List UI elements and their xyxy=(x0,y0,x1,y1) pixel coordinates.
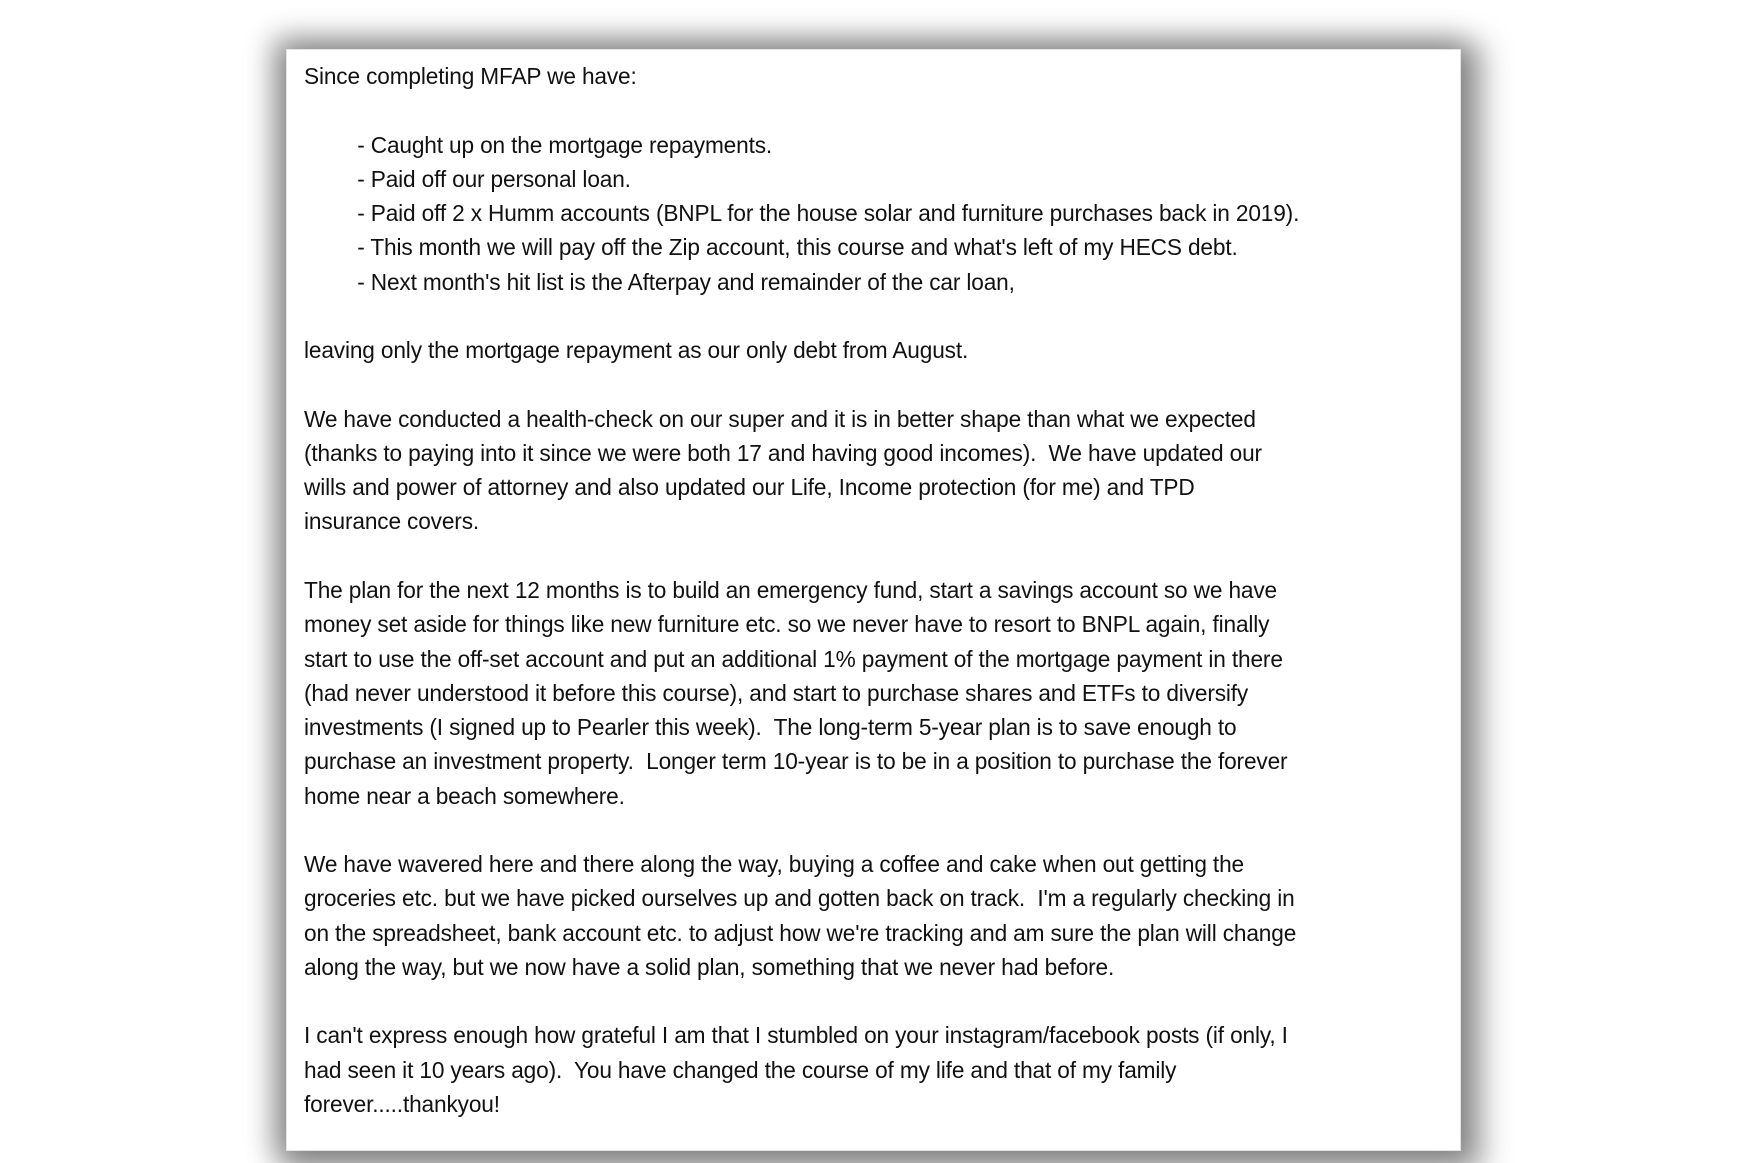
paragraph-line: We have wavered here and there along the way, buying a coffee and cake when out getting the xyxy=(304,851,1244,878)
paragraph-wavered xyxy=(304,847,1437,984)
paragraph-line: groceries etc. but we have picked ourselves up and gotten back on track. I'm a regularly checking in xyxy=(304,885,1295,912)
paragraph-line: insurance covers. xyxy=(304,508,480,535)
paragraph-line: I can't express enough how grateful I am that I stumbled on your instagram/facebook posts (if only, I xyxy=(304,1022,1288,1049)
document-body xyxy=(304,59,1437,1121)
paragraph-line: The plan for the next 12 months is to build an emergency fund, start a savings account so we have xyxy=(304,576,1277,603)
paragraph-health-check xyxy=(304,402,1437,539)
document-page xyxy=(287,50,1460,1150)
paragraph-line: (thanks to paying into it since we were both 17 and having good incomes). We have updated our xyxy=(304,439,1262,466)
summary-line: leaving only the mortgage repayment as our only debt from August. xyxy=(304,337,969,364)
intro-line: Since completing MFAP we have: xyxy=(304,63,637,89)
paragraph-line: We have conducted a health-check on our super and it is in better shape than what we expected xyxy=(304,405,1256,432)
list-item: - Next month's hit list is the Afterpay and remainder of the car loan, xyxy=(357,268,1015,295)
list-item: - Paid off our personal loan. xyxy=(357,165,631,192)
spacer xyxy=(304,813,1437,847)
paragraph-line: (had never understood it before this course), and start to purchase shares and ETFs to diversify xyxy=(304,679,1249,706)
paragraph-line: home near a beach somewhere. xyxy=(304,782,625,809)
paragraph-line: money set aside for things like new furniture etc. so we never have to resort to BNPL again, finally xyxy=(304,611,1270,638)
paragraph-line: wills and power of attorney and also updated our Life, Income protection (for me) and TPD xyxy=(304,474,1195,501)
paragraph-line: forever.....thankyou! xyxy=(304,1090,500,1117)
paragraph-thanks xyxy=(304,1018,1437,1121)
paragraph-line: purchase an investment property. Longer term 10-year is to be in a position to purchase the forever xyxy=(304,748,1288,775)
paragraph-line: start to use the off-set account and put an additional 1% payment of the mortgage payment in there xyxy=(304,645,1283,672)
spacer xyxy=(304,93,1437,127)
paragraph-line: investments (I signed up to Pearler this week). The long-term 5-year plan is to save enough to xyxy=(304,714,1237,741)
paragraph-line: had seen it 10 years ago). You have changed the course of my life and that of my family xyxy=(304,1056,1177,1083)
paragraph-line: along the way, but we now have a solid plan, something that we never had before. xyxy=(304,953,1115,980)
list-item: - Caught up on the mortgage repayments. xyxy=(357,131,773,158)
spacer xyxy=(304,367,1437,401)
spacer xyxy=(304,984,1437,1018)
list-item: - Paid off 2 x Humm accounts (BNPL for the house solar and furniture purchases back in 2019). xyxy=(357,200,1300,227)
paragraph-line: on the spreadsheet, bank account etc. to adjust how we're tracking and am sure the plan will change xyxy=(304,919,1297,946)
paragraph-plan xyxy=(304,573,1437,813)
spacer xyxy=(304,299,1437,333)
list-item: - This month we will pay off the Zip account, this course and what's left of my HECS debt. xyxy=(357,234,1238,261)
achievements-list xyxy=(304,128,1437,299)
spacer xyxy=(304,539,1437,573)
